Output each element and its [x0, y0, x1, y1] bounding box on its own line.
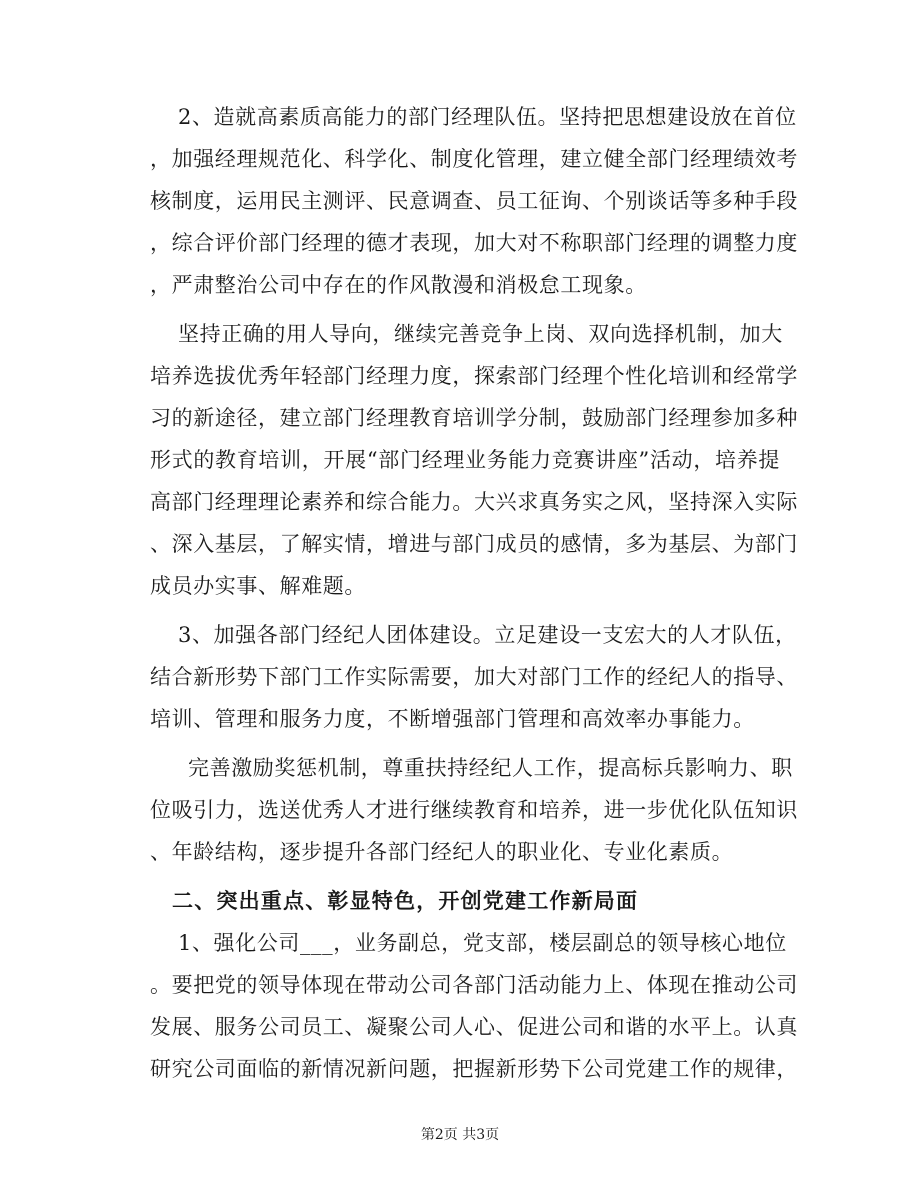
paragraph-line: 高部门经理理论素养和综合能力。大兴求真务实之风，坚持深入实际	[150, 490, 798, 514]
paragraph-line: 完善激励奖惩机制，尊重扶持经纪人工作，提高标兵影响力、职	[188, 756, 793, 780]
paragraph-line: 2、造就高素质高能力的部门经理队伍。坚持把思想建设放在首位	[178, 105, 797, 129]
paragraph-line: 坚持正确的用人导向，继续完善竞争上岗、双向选择机制，加大	[178, 322, 783, 346]
paragraph-line: 习的新途径，建立部门经理教育培训学分制，鼓励部门经理参加多种	[150, 406, 798, 430]
paragraph-line: ，严肃整治公司中存在的作风散漫和消极怠工现象。	[150, 273, 647, 297]
section-heading: 二、突出重点、彰显特色，开创党建工作新局面	[172, 888, 639, 913]
paragraph-line: 成员办实事、解难题。	[150, 574, 366, 598]
document-body	[150, 96, 798, 1090]
paragraph-line: 核制度，运用民主测评、民意调查、员工征询、个别谈话等多种手段	[150, 189, 798, 213]
paragraph-line: 研究公司面临的新情况新问题，把握新形势下公司党建工作的规律，	[150, 1057, 798, 1081]
page-number: 第2页 共3页	[420, 1127, 500, 1143]
paragraph-line: 发展、服务公司员工、凝聚公司人心、促进公司和谐的水平上。认真	[150, 1015, 798, 1039]
paragraph-line: ，加强经理规范化、科学化、制度化管理，建立健全部门经理绩效考	[150, 147, 798, 171]
paragraph-line: 结合新形势下部门工作实际需要，加大对部门工作的经纪人的指导、	[150, 665, 798, 689]
paragraph-line: 。要把党的领导体现在带动公司各部门活动能力上、体现在推动公司	[150, 973, 798, 997]
paragraph-line: 、深入基层，了解实情，增进与部门成员的感情，多为基层、为部门	[150, 532, 798, 556]
paragraph-line: 形式的教育培训，开展“部门经理业务能力竞赛讲座”活动，培养提	[150, 448, 780, 472]
paragraph-line: 、年龄结构，逐步提升各部门经纪人的职业化、专业化素质。	[150, 840, 734, 864]
paragraph-line: 培训、管理和服务力度，不断增强部门管理和高效率办事能力。	[150, 707, 755, 731]
paragraph-line: ，综合评价部门经理的德才表现，加大对不称职部门经理的调整力度	[150, 231, 798, 255]
paragraph-line: 位吸引力，选送优秀人才进行继续教育和培养，进一步优化队伍知识	[150, 798, 798, 822]
paragraph-line: 3、加强各部门经纪人团体建设。立足建设一支宏大的人才队伍，	[178, 623, 797, 647]
paragraph-line: 培养选拔优秀年轻部门经理力度，探索部门经理个性化培训和经常学	[150, 364, 798, 388]
paragraph-line: 1、强化公司___，业务副总，党支部，楼层副总的领导核心地位	[178, 931, 787, 955]
